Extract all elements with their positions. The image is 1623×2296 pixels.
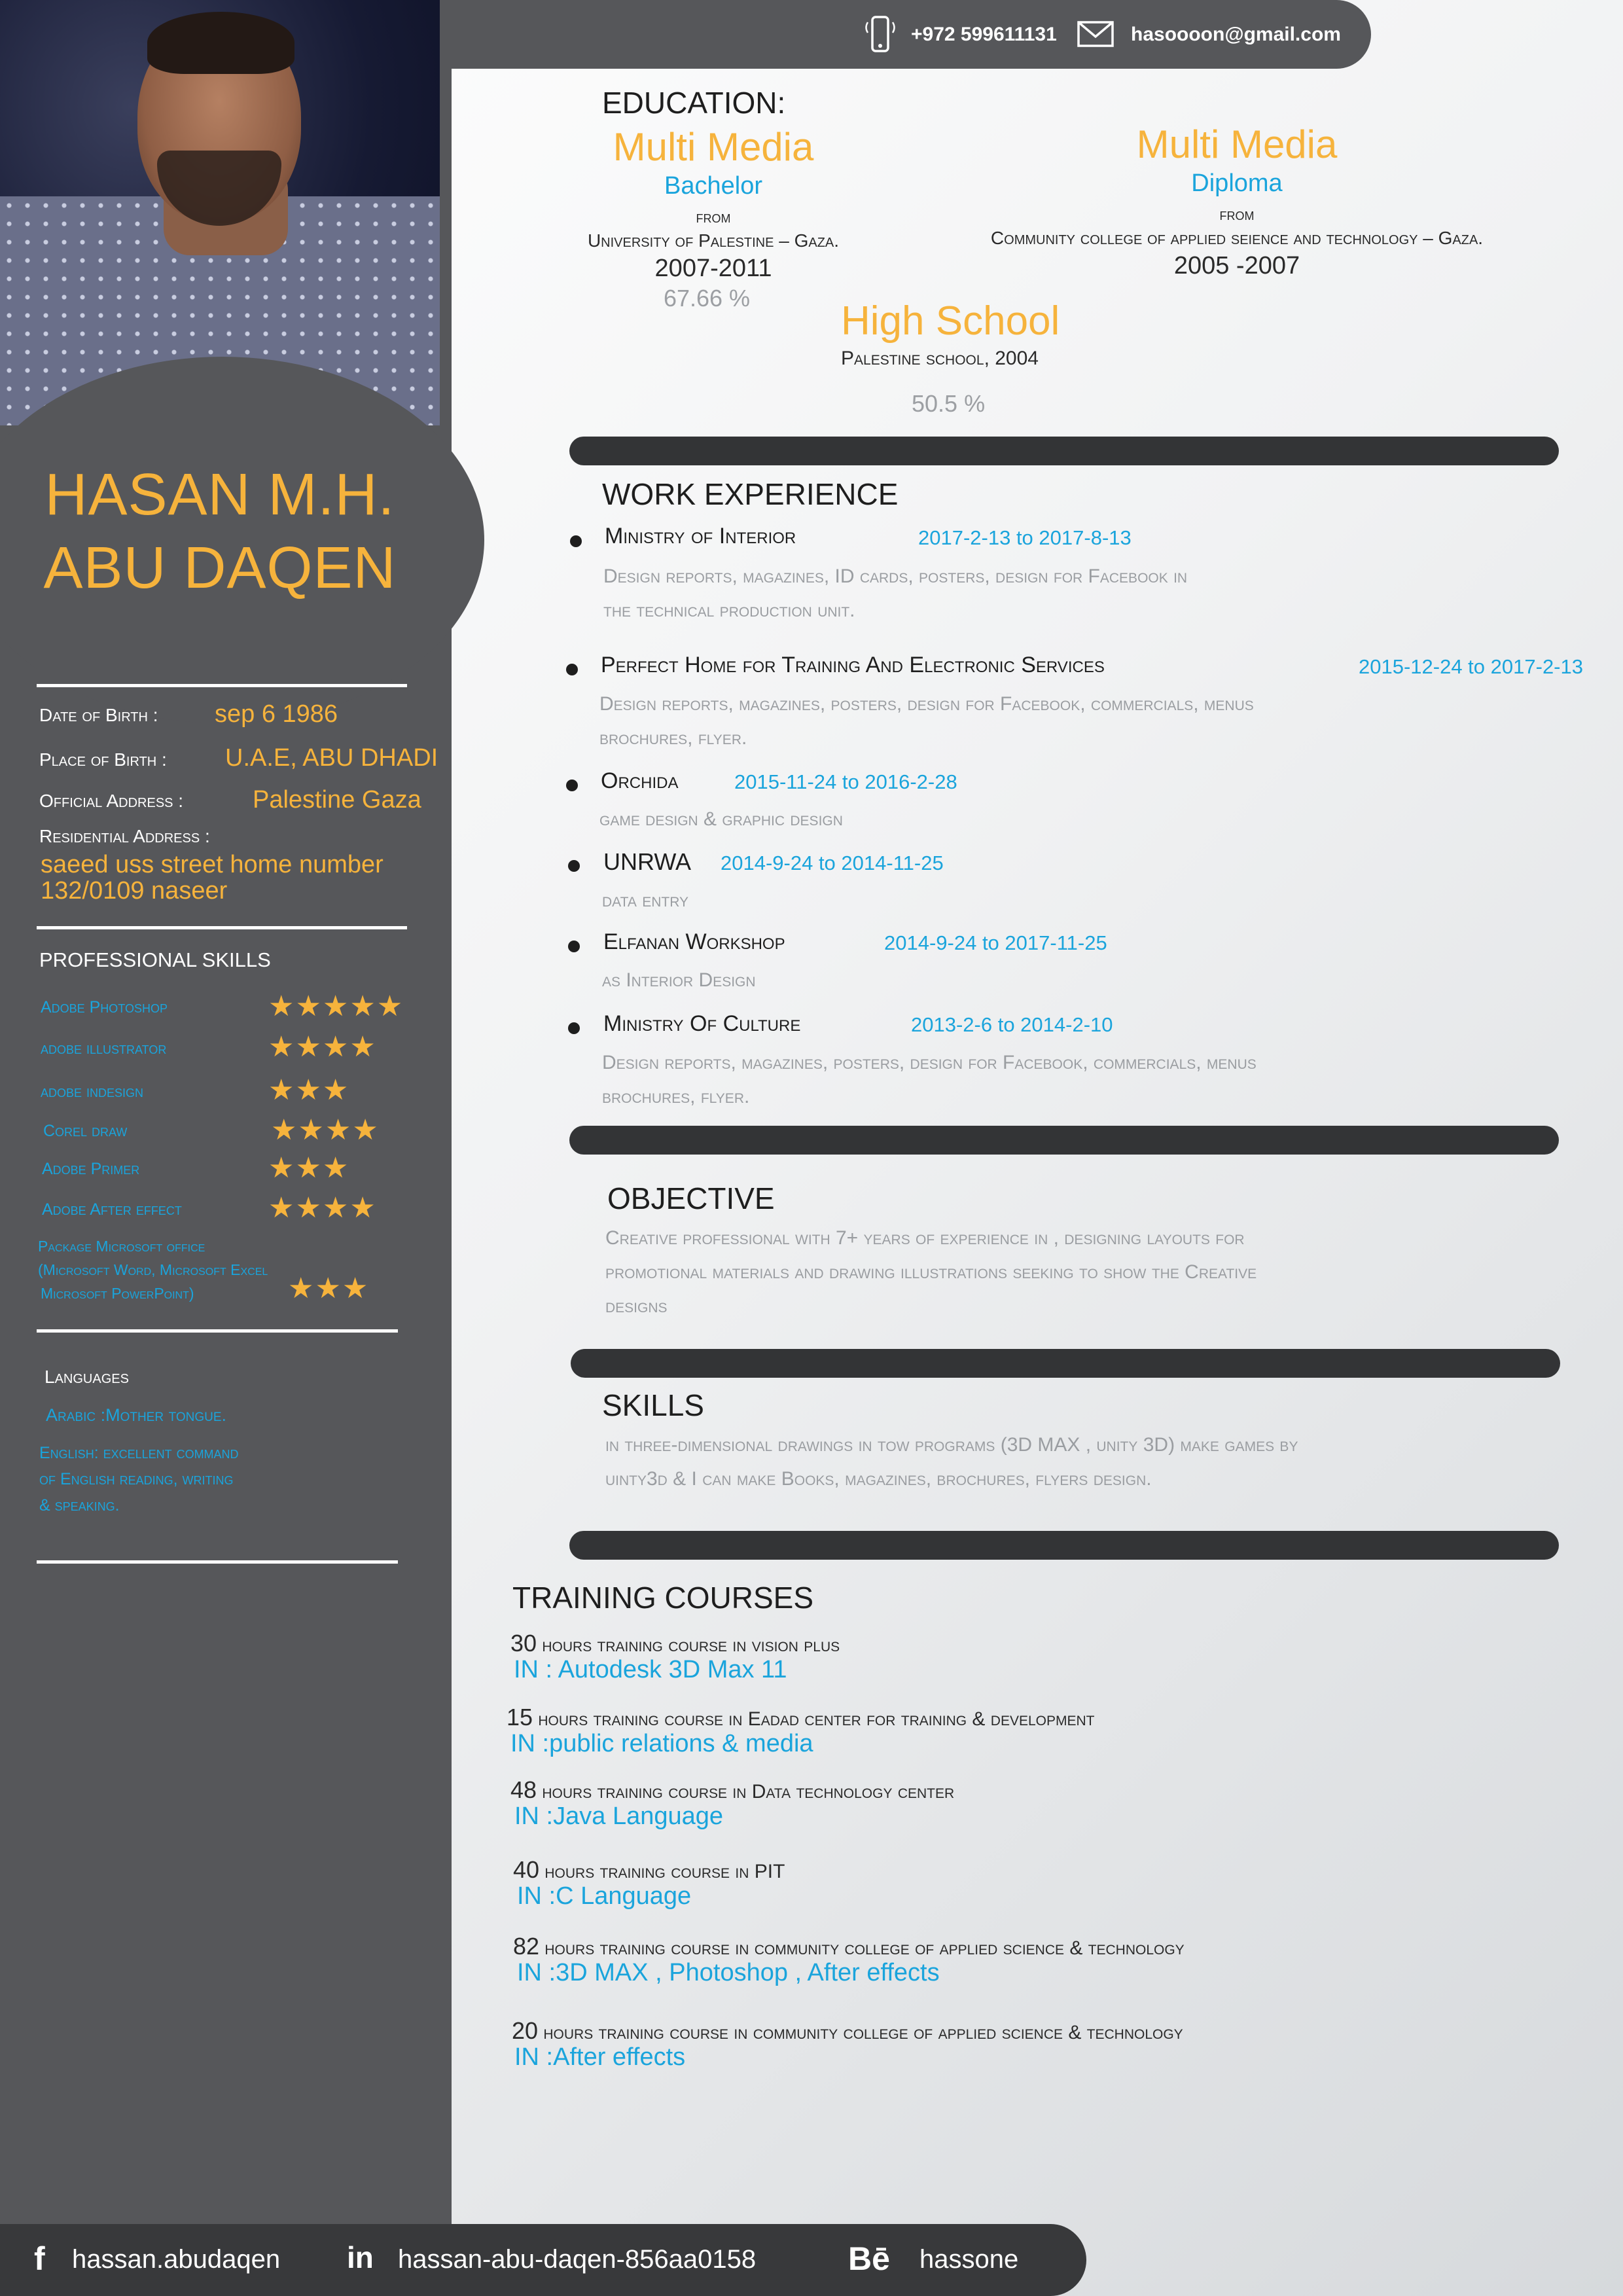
education-title: EDUCATION:: [602, 86, 786, 120]
job-org: UNRWA: [603, 848, 691, 875]
objective-line: Creative professional with 7+ years of experience in , designing layouts for: [605, 1227, 1245, 1249]
course-text: hours training course in vision plus: [537, 1634, 840, 1656]
residential-address-label: Residential Address :: [39, 826, 210, 846]
english-language: [39, 1440, 239, 1518]
linkedin-handle[interactable]: hassan-abu-daqen-856aa0158: [398, 2245, 757, 2274]
training-course: [510, 1630, 840, 1684]
job-description: as Interior Design: [602, 969, 756, 991]
course-hours: 30: [510, 1630, 537, 1657]
course-text: hours training course in Eadad center for training & development: [533, 1708, 1095, 1730]
skill-name: Adobe After effect: [42, 1200, 182, 1219]
english-line1: English: excellent command: [39, 1444, 239, 1462]
job-description-line: brochures, flyer.: [599, 727, 747, 749]
star-rating-icon: ★★★: [268, 1152, 350, 1184]
highschool-school: Palestine school, 2004: [841, 348, 1039, 369]
pob-value: U.A.E, ABU DHADI: [225, 744, 438, 772]
bullet-icon: [568, 860, 580, 872]
education-bachelor: [543, 124, 883, 313]
diploma-years: 2005 -2007: [1173, 252, 1300, 279]
official-address-label: Official Address :: [39, 791, 184, 811]
course-subject: IN :After effects: [514, 2043, 686, 2071]
facebook-icon: f: [34, 2240, 45, 2277]
training-course: [513, 1856, 785, 1910]
residential-address-value: [41, 852, 383, 904]
job-description-line: Design reports, magazines, posters, design for Facebook, commercials, menus: [602, 1052, 1257, 1073]
highschool-grade: 50.5 %: [912, 390, 986, 417]
diploma-from: from: [1219, 206, 1255, 224]
diploma-school: Community college of applied seience and technology – Gaza.: [990, 228, 1484, 248]
section-divider: [569, 1126, 1559, 1155]
job-description: game design & graphic design: [599, 808, 843, 830]
email-address[interactable]: hasoooon@gmail.com: [1131, 24, 1341, 45]
highschool-field: High School: [841, 298, 1060, 344]
social-footer: [0, 2224, 1086, 2296]
course-description: [512, 2017, 1183, 2045]
job-description-line: Design reports, magazines, ID cards, posters, design for Facebook in: [603, 565, 1188, 587]
job-org: Elfanan Workshop: [603, 929, 785, 954]
course-description: [507, 1704, 1094, 1731]
job-org: Ministry of Interior: [605, 524, 796, 548]
job-org: Perfect Home for Training And Electronic Services: [601, 653, 1105, 677]
dob-value: sep 6 1986: [215, 700, 338, 728]
star-rating-icon: ★★★★: [268, 1031, 377, 1063]
bachelor-field: Multi Media: [613, 125, 814, 169]
behance-handle[interactable]: hassone: [919, 2245, 1019, 2274]
pob-label: Place of Birth :: [39, 749, 167, 770]
job-description: [599, 687, 1254, 755]
job-description-line: brochures, flyer.: [602, 1086, 750, 1107]
linkedin-icon: in: [347, 2240, 374, 2274]
course-subject: IN :Java Language: [514, 1803, 724, 1830]
work-experience-title: WORK EXPERIENCE: [602, 477, 899, 511]
diploma-field: Multi Media: [1136, 122, 1338, 166]
skills-line: uinty3d & I can make Books, magazines, brochures, flyers design.: [605, 1468, 1152, 1490]
arabic-language: Arabic :Mother tongue.: [46, 1405, 227, 1425]
star-rating-icon: ★★★: [268, 1074, 350, 1106]
ms-office-skill: [38, 1234, 268, 1305]
job-description-line: Design reports, magazines, posters, design for Facebook, commercials, menus: [599, 693, 1254, 715]
skill-name: adobe illustrator: [41, 1039, 167, 1058]
name-line2: ABU DAQEN: [43, 535, 397, 601]
objective-title: OBJECTIVE: [607, 1181, 775, 1215]
job-description: [603, 560, 1187, 628]
star-rating-icon: ★★★★: [268, 1192, 377, 1224]
bullet-icon: [568, 941, 580, 952]
objective-line: designs: [605, 1295, 668, 1317]
skills-line: in three-dimensional drawings in tow programs (3D MAX , unity 3D) make games by: [605, 1434, 1298, 1456]
job-description: data entry: [602, 889, 689, 911]
training-courses-title: TRAINING COURSES: [512, 1581, 814, 1615]
divider-rule: [37, 1329, 398, 1333]
section-divider: [571, 1349, 1560, 1378]
course-hours: 40: [513, 1856, 540, 1883]
contact-bar: [452, 0, 1371, 69]
residential-line1: saeed uss street home number: [41, 851, 383, 878]
job-dates: 2015-12-24 to 2017-2-13: [1359, 655, 1583, 678]
professional-skills-title: PROFESSIONAL SKILLS: [39, 948, 271, 971]
course-text: hours training course in community college of applied science & technology: [539, 1937, 1185, 1959]
facebook-handle[interactable]: hassan.abudaqen: [72, 2245, 281, 2274]
divider-rule: [37, 684, 407, 687]
objective-line: promotional materials and drawing illustrations seeking to show the Creative: [605, 1261, 1257, 1283]
course-description: [513, 1933, 1185, 1960]
job-description: [602, 1046, 1257, 1114]
skill-name: Adobe Photoshop: [41, 998, 168, 1016]
job-dates: 2013-2-6 to 2014-2-10: [911, 1013, 1113, 1036]
bullet-icon: [566, 780, 578, 791]
dob-label: Date of Birth :: [39, 705, 158, 725]
diploma-degree: Diploma: [1191, 170, 1283, 197]
bachelor-grade: 67.66 %: [663, 285, 751, 312]
education-highschool: [841, 298, 1116, 418]
course-hours: 48: [510, 1776, 537, 1803]
job-dates: 2017-2-13 to 2017-8-13: [918, 526, 1132, 549]
course-description: [510, 1776, 954, 1804]
bachelor-degree: Bachelor: [664, 172, 762, 200]
training-course: [510, 1776, 954, 1831]
candidate-name: [0, 458, 440, 605]
official-address-value: Palestine Gaza: [253, 786, 421, 814]
course-text: hours training course in Data technology center: [537, 1781, 955, 1803]
job-org: Ministry Of Culture: [603, 1011, 801, 1036]
course-hours: 82: [513, 1933, 540, 1960]
course-hours: 20: [512, 2017, 539, 2044]
ms-office-line1: Package Microsoft office: [38, 1238, 205, 1255]
course-description: [513, 1856, 785, 1884]
bullet-icon: [570, 535, 582, 547]
course-subject: IN : Autodesk 3D Max 11: [514, 1656, 787, 1683]
job-dates: 2015-11-24 to 2016-2-28: [734, 770, 957, 793]
training-course: [513, 1933, 1185, 1987]
bachelor-school: University of Palestine – Gaza.: [587, 230, 840, 251]
skill-name: Corel draw: [43, 1122, 128, 1140]
course-description: [510, 1630, 840, 1657]
education-diploma: [969, 122, 1505, 281]
objective-text: [605, 1221, 1257, 1323]
star-rating-icon: ★★★★★: [268, 990, 404, 1022]
bullet-icon: [566, 664, 578, 675]
star-rating-icon: ★★★: [288, 1272, 370, 1304]
divider-rule: [37, 926, 407, 929]
course-subject: IN :public relations & media: [510, 1730, 813, 1757]
job-org: Orchida: [601, 768, 679, 793]
job-dates: 2014-9-24 to 2014-11-25: [721, 852, 944, 874]
ms-office-line3: Microsoft PowerPoint): [41, 1285, 194, 1302]
course-hours: 15: [507, 1704, 533, 1731]
bachelor-years: 2007-2011: [654, 255, 772, 282]
section-divider: [569, 1531, 1559, 1560]
skill-name: Adobe Primer: [42, 1160, 140, 1178]
name-line1: HASAN M.H.: [45, 462, 395, 528]
course-subject: IN :3D MAX , Photoshop , After effects: [517, 1959, 940, 1986]
job-description-line: the technical production unit.: [603, 600, 855, 621]
course-subject: IN :C Language: [517, 1882, 692, 1910]
course-text: hours training course in PIT: [539, 1861, 785, 1882]
divider-rule: [37, 1560, 398, 1564]
training-course: [507, 1704, 1094, 1758]
course-text: hours training course in community college of applied science & technology: [538, 2022, 1183, 2043]
skill-name: adobe indesign: [41, 1083, 143, 1101]
english-line2: of English reading, writing: [39, 1470, 234, 1488]
phone-icon: [861, 13, 899, 55]
bachelor-from: from: [696, 208, 731, 226]
english-line3: & speaking.: [39, 1496, 120, 1515]
phone-number[interactable]: +972 599611131: [911, 24, 1057, 45]
section-divider: [569, 437, 1559, 465]
envelope-icon: [1077, 21, 1114, 47]
skills-text: [605, 1428, 1298, 1496]
job-dates: 2014-9-24 to 2017-11-25: [884, 931, 1107, 954]
languages-title: Languages: [45, 1367, 129, 1387]
residential-line2: 132/0109 naseer: [41, 877, 228, 905]
behance-icon: Bē: [848, 2240, 890, 2277]
ms-office-line2: (Microsoft Word, Microsoft Excel: [38, 1261, 268, 1278]
skills-title: SKILLS: [602, 1388, 704, 1422]
star-rating-icon: ★★★★: [271, 1114, 380, 1146]
training-course: [512, 2017, 1183, 2072]
bullet-icon: [568, 1022, 580, 1034]
